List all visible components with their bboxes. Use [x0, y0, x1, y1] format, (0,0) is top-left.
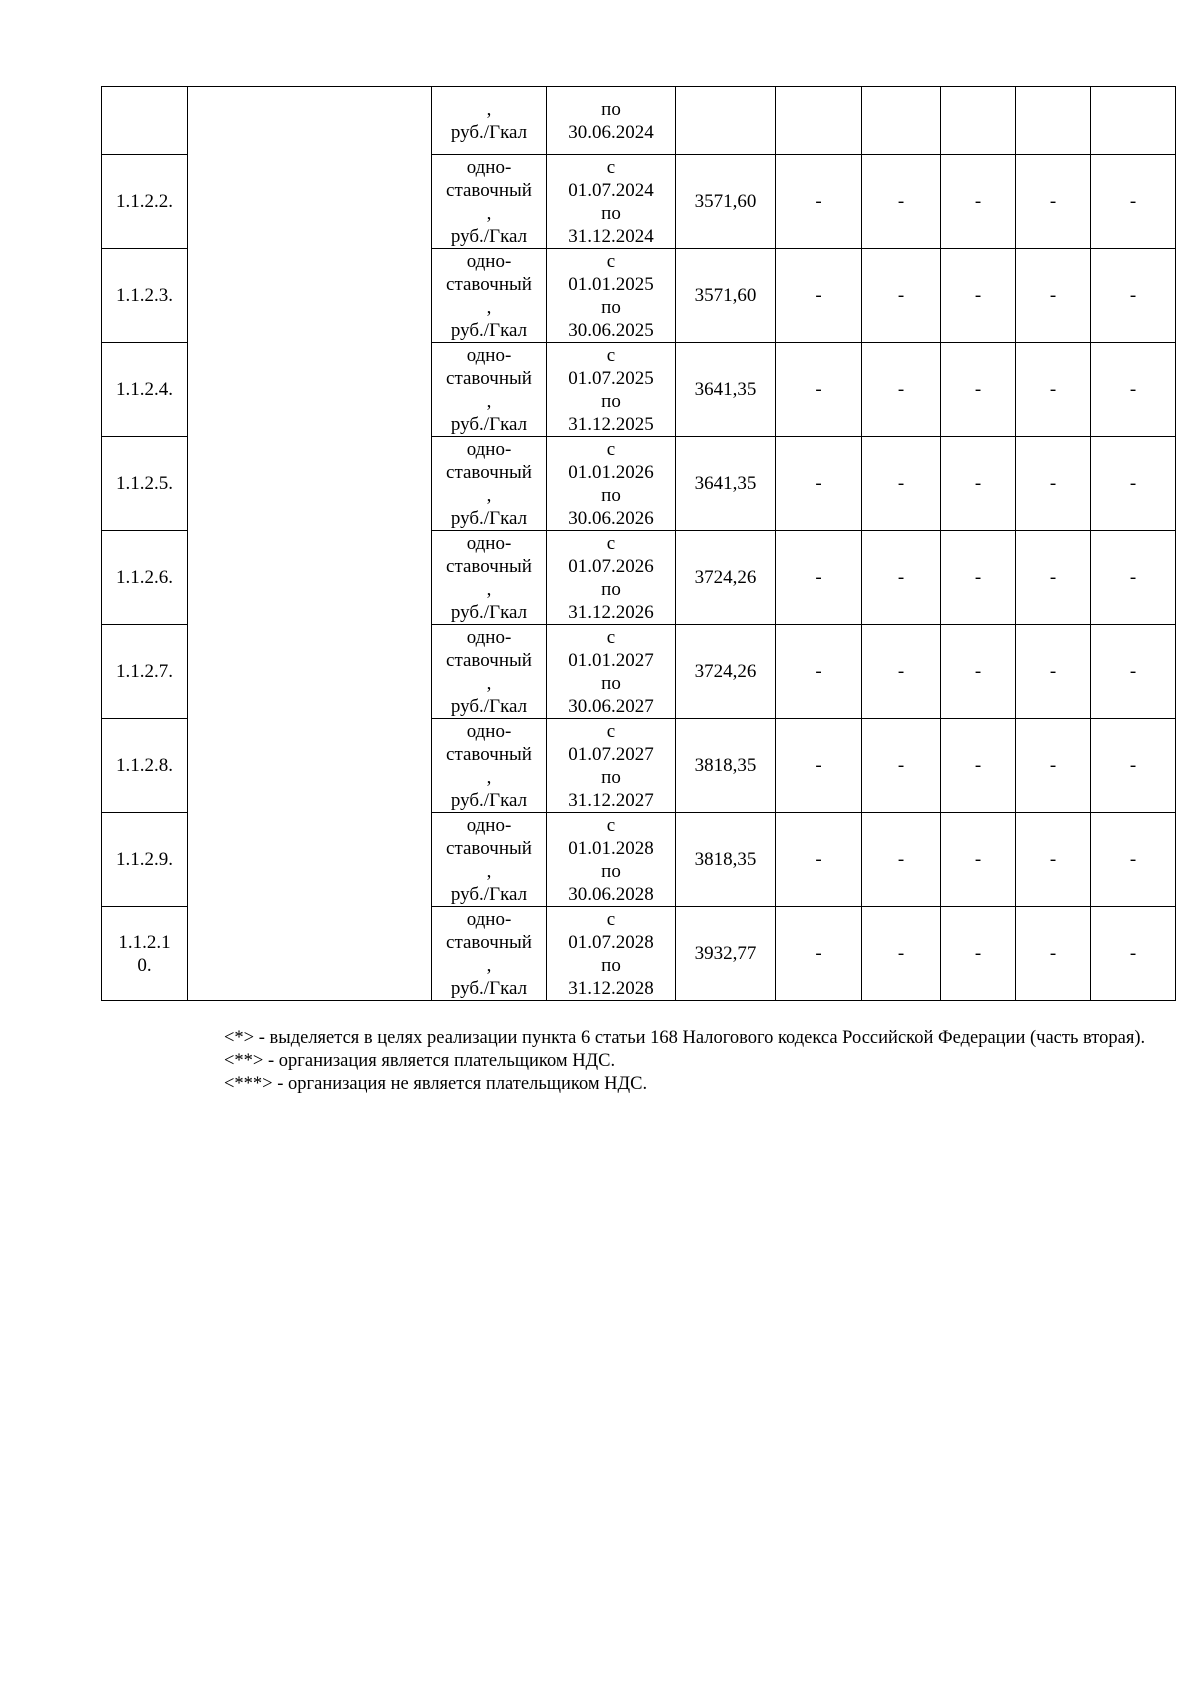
tariff-value-cell: 3724,26 — [676, 625, 776, 719]
period-cell — [547, 437, 676, 531]
period-line: по — [601, 860, 621, 882]
tariff-type-cell — [432, 625, 547, 719]
extra-value-cell: - — [941, 531, 1016, 625]
tariff-type-cell — [432, 531, 547, 625]
extra-value-cell: - — [941, 625, 1016, 719]
extra-value-cell: - — [1091, 155, 1176, 249]
extra-value-cell: - — [776, 531, 862, 625]
extra-value-cell: - — [1091, 343, 1176, 437]
period-line: 31.12.2027 — [568, 789, 654, 811]
extra-value-cell: - — [776, 907, 862, 1001]
tariff-type-cell — [432, 155, 547, 249]
table-row — [102, 87, 1176, 155]
tariff-type-line: , — [486, 390, 492, 412]
extra-value-cell: - — [862, 907, 941, 1001]
extra-value-cell: - — [1016, 249, 1091, 343]
period-line: 31.12.2025 — [568, 413, 654, 435]
tariff-type-cell — [432, 907, 547, 1001]
tariff-type-line: , — [486, 296, 492, 318]
tariff-table — [101, 86, 1176, 1001]
tariff-type-line: одно- — [466, 156, 512, 178]
period-cell — [547, 343, 676, 437]
tariff-type-line: , — [486, 578, 492, 600]
extra-value-cell: - — [1016, 813, 1091, 907]
extra-value-cell — [862, 87, 941, 155]
footnotes — [172, 1027, 1172, 1096]
extra-value-cell: - — [1091, 625, 1176, 719]
period-cell — [547, 719, 676, 813]
tariff-type-line: одно- — [466, 438, 512, 460]
period-line: 01.07.2025 — [568, 367, 654, 389]
period-line: с — [606, 250, 616, 272]
row-number-cell: 1.1.2.3. — [102, 249, 188, 343]
tariff-value-cell: 3724,26 — [676, 531, 776, 625]
period-line: с — [606, 908, 616, 930]
row-number-cell: 1.1.2.4. — [102, 343, 188, 437]
extra-value-cell — [776, 87, 862, 155]
extra-value-cell: - — [1016, 907, 1091, 1001]
tariff-type-line: ставочный — [446, 837, 532, 859]
extra-value-cell — [941, 87, 1016, 155]
extra-value-cell: - — [776, 625, 862, 719]
tariff-value-cell: 3641,35 — [676, 343, 776, 437]
tariff-value-cell: 3641,35 — [676, 437, 776, 531]
period-line: 01.01.2025 — [568, 273, 654, 295]
tariff-type-line: руб./Гкал — [450, 883, 528, 905]
tariff-type-line: ставочный — [446, 367, 532, 389]
tariff-value-cell: 3571,60 — [676, 155, 776, 249]
extra-value-cell: - — [941, 249, 1016, 343]
extra-value-cell: - — [776, 813, 862, 907]
extra-value-cell: - — [1091, 531, 1176, 625]
tariff-type-line: ставочный — [446, 649, 532, 671]
period-line: 01.01.2027 — [568, 649, 654, 671]
period-cell — [547, 155, 676, 249]
extra-value-cell: - — [1016, 155, 1091, 249]
extra-value-cell: - — [862, 719, 941, 813]
extra-value-cell: - — [862, 531, 941, 625]
extra-value-cell: - — [941, 343, 1016, 437]
period-line: по — [601, 672, 621, 694]
extra-value-cell: - — [1091, 813, 1176, 907]
period-line: с — [606, 814, 616, 836]
period-line: 01.01.2026 — [568, 461, 654, 483]
tariff-type-line: , — [486, 98, 492, 120]
footnote-2: <**> - организация является плательщиком НДС. — [224, 1051, 616, 1071]
extra-value-cell: - — [862, 813, 941, 907]
extra-value-cell: - — [776, 343, 862, 437]
period-line: по — [601, 98, 621, 120]
period-cell — [547, 625, 676, 719]
row-number-cell: 1.1.2.1 0. — [102, 907, 188, 1001]
tariff-type-line: ставочный — [446, 743, 532, 765]
period-line: по — [601, 390, 621, 412]
period-line: с — [606, 626, 616, 648]
footnote-3: <***> - организация не является плательщиком НДС. — [224, 1074, 648, 1094]
tariff-type-line: ставочный — [446, 931, 532, 953]
row-number-cell: 1.1.2.7. — [102, 625, 188, 719]
tariff-value-cell: 3932,77 — [676, 907, 776, 1001]
period-line: по — [601, 578, 621, 600]
period-line: по — [601, 484, 621, 506]
extra-value-cell: - — [941, 155, 1016, 249]
tariff-type-line: одно- — [466, 250, 512, 272]
extra-value-cell — [1016, 87, 1091, 155]
period-line: 30.06.2024 — [568, 121, 654, 143]
tariff-type-line: одно- — [466, 532, 512, 554]
tariff-type-cell — [432, 343, 547, 437]
tariff-type-line: руб./Гкал — [450, 413, 528, 435]
row-number-cell: 1.1.2.2. — [102, 155, 188, 249]
period-line: 30.06.2025 — [568, 319, 654, 341]
row-name-cell — [188, 87, 432, 1001]
extra-value-cell: - — [1016, 625, 1091, 719]
tariff-type-line: , — [486, 672, 492, 694]
table-body — [102, 87, 1176, 1001]
period-line: 30.06.2026 — [568, 507, 654, 529]
extra-value-cell: - — [862, 155, 941, 249]
period-line: по — [601, 954, 621, 976]
tariff-type-line: одно- — [466, 814, 512, 836]
extra-value-cell: - — [941, 907, 1016, 1001]
period-line: по — [601, 202, 621, 224]
extra-value-cell: - — [1091, 249, 1176, 343]
tariff-type-line: , — [486, 202, 492, 224]
extra-value-cell: - — [941, 813, 1016, 907]
tariff-type-line: руб./Гкал — [450, 977, 528, 999]
tariff-type-line: одно- — [466, 626, 512, 648]
tariff-type-line: одно- — [466, 908, 512, 930]
period-cell — [547, 907, 676, 1001]
tariff-type-line: ставочный — [446, 461, 532, 483]
tariff-value-cell — [676, 87, 776, 155]
footnote-1: <*> - выделяется в целях реализации пункта 6 статьи 168 Налогового кодекса Российской Федерации (часть вторая). — [224, 1028, 1146, 1048]
extra-value-cell: - — [862, 625, 941, 719]
tariff-type-line: , — [486, 766, 492, 788]
row-number-cell: 1.1.2.8. — [102, 719, 188, 813]
period-line: 30.06.2027 — [568, 695, 654, 717]
period-cell — [547, 813, 676, 907]
tariff-type-line: , — [486, 860, 492, 882]
tariff-type-cell — [432, 249, 547, 343]
tariff-value-cell: 3818,35 — [676, 813, 776, 907]
extra-value-cell: - — [776, 437, 862, 531]
row-number-cell: 1.1.2.5. — [102, 437, 188, 531]
period-cell — [547, 87, 676, 155]
period-line: 31.12.2028 — [568, 977, 654, 999]
extra-value-cell: - — [776, 155, 862, 249]
tariff-type-cell — [432, 87, 547, 155]
extra-value-cell: - — [862, 437, 941, 531]
tariff-type-line: , — [486, 484, 492, 506]
period-line: 31.12.2024 — [568, 225, 654, 247]
period-line: по — [601, 296, 621, 318]
tariff-type-cell — [432, 813, 547, 907]
tariff-type-line: руб./Гкал — [450, 225, 528, 247]
extra-value-cell: - — [776, 719, 862, 813]
tariff-type-line: руб./Гкал — [450, 695, 528, 717]
tariff-value-cell: 3571,60 — [676, 249, 776, 343]
extra-value-cell: - — [1016, 437, 1091, 531]
period-line: 01.07.2028 — [568, 931, 654, 953]
row-number-cell: 1.1.2.6. — [102, 531, 188, 625]
extra-value-cell: - — [941, 719, 1016, 813]
period-line: 01.07.2027 — [568, 743, 654, 765]
extra-value-cell: - — [862, 249, 941, 343]
period-line: с — [606, 156, 616, 178]
tariff-type-line: руб./Гкал — [450, 601, 528, 623]
extra-value-cell: - — [1091, 719, 1176, 813]
extra-value-cell: - — [1016, 343, 1091, 437]
period-line: с — [606, 438, 616, 460]
row-number-cell — [102, 87, 188, 155]
extra-value-cell: - — [1016, 719, 1091, 813]
period-line: 01.07.2024 — [568, 179, 654, 201]
extra-value-cell: - — [1091, 437, 1176, 531]
period-line: с — [606, 532, 616, 554]
tariff-type-line: одно- — [466, 720, 512, 742]
period-cell — [547, 249, 676, 343]
tariff-type-line: ставочный — [446, 555, 532, 577]
extra-value-cell: - — [776, 249, 862, 343]
extra-value-cell: - — [1016, 531, 1091, 625]
period-line: с — [606, 344, 616, 366]
tariff-type-line: руб./Гкал — [450, 121, 528, 143]
extra-value-cell: - — [862, 343, 941, 437]
tariff-type-line: одно- — [466, 344, 512, 366]
period-line: по — [601, 766, 621, 788]
tariff-type-line: ставочный — [446, 273, 532, 295]
period-line: 30.06.2028 — [568, 883, 654, 905]
period-line: 01.01.2028 — [568, 837, 654, 859]
tariff-type-line: ставочный — [446, 179, 532, 201]
tariff-type-line: руб./Гкал — [450, 319, 528, 341]
tariff-value-cell: 3818,35 — [676, 719, 776, 813]
period-line: 01.07.2026 — [568, 555, 654, 577]
row-number-cell: 1.1.2.9. — [102, 813, 188, 907]
period-cell — [547, 531, 676, 625]
tariff-type-cell — [432, 437, 547, 531]
extra-value-cell — [1091, 87, 1176, 155]
period-line: 31.12.2026 — [568, 601, 654, 623]
tariff-type-line: руб./Гкал — [450, 507, 528, 529]
period-line: с — [606, 720, 616, 742]
tariff-type-line: , — [486, 954, 492, 976]
tariff-type-cell — [432, 719, 547, 813]
tariff-type-line: руб./Гкал — [450, 789, 528, 811]
extra-value-cell: - — [941, 437, 1016, 531]
extra-value-cell: - — [1091, 907, 1176, 1001]
